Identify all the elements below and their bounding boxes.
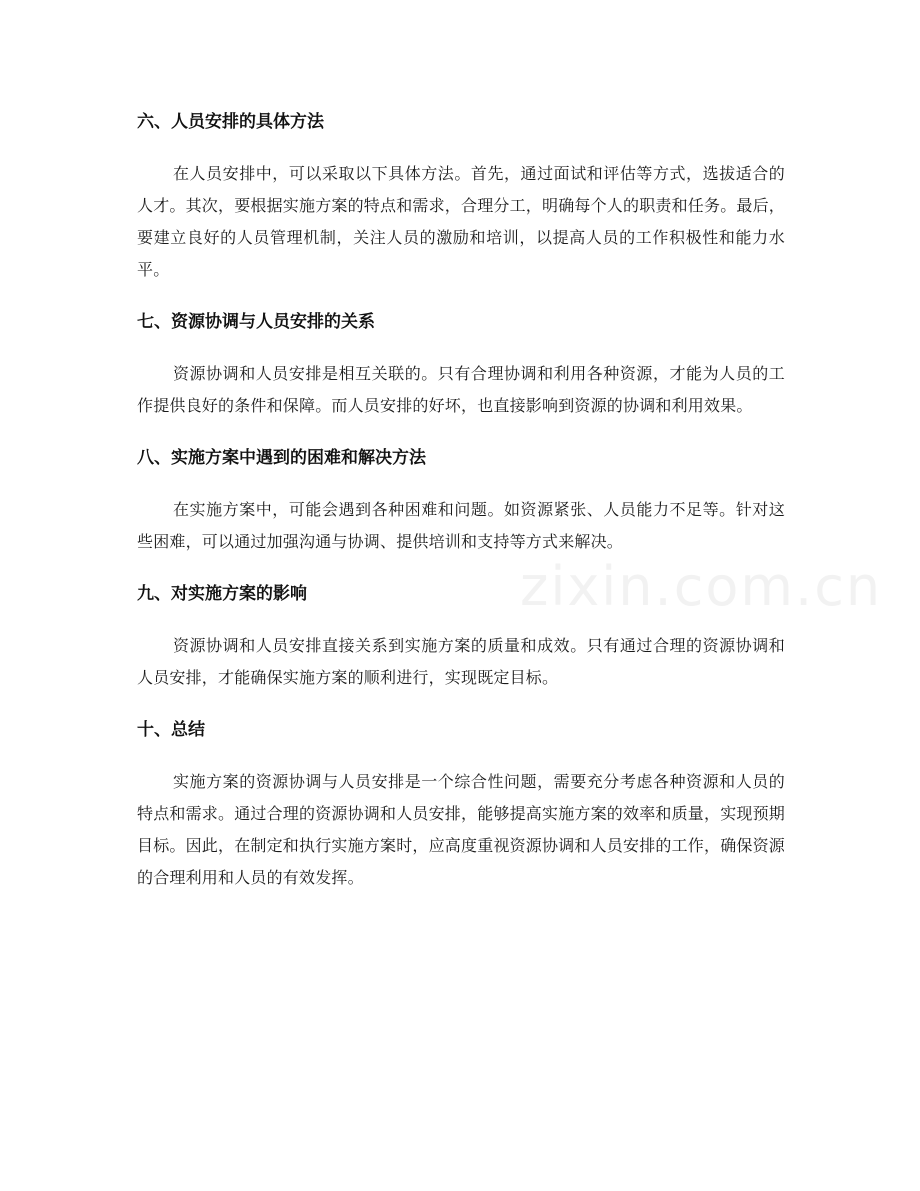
section-paragraph: 在实施方案中，可能会遇到各种困难和问题。如资源紧张、人员能力不足等。针对这些困难，可以通过加强沟通与协调、提供培训和支持等方式来解决。	[137, 500, 785, 551]
section-heading: 六、人员安排的具体方法	[137, 112, 324, 132]
watermark: zixin.com.cn	[520, 555, 883, 618]
section-paragraph: 实施方案的资源协调与人员安排是一个综合性问题，需要充分考虑各种资源和人员的特点和需求。通过合理的资源协调和人员安排，能够提高实施方案的效率和质量，实现预期目标。因此，在制定和执行实施方案时，应高度重视资源协调和人员安排的工作，确保资源的合理利用和人员的有效发挥。	[137, 772, 786, 887]
section-heading: 十、总结	[137, 720, 205, 740]
section-heading: 八、实施方案中遇到的困难和解决方法	[137, 448, 426, 468]
section-paragraph: 资源协调和人员安排是相互关联的。只有合理协调和利用各种资源，才能为人员的工作提供良好的条件和保障。而人员安排的好坏，也直接影响到资源的协调和利用效果。	[137, 364, 785, 415]
section-heading: 九、对实施方案的影响	[137, 584, 307, 604]
section-9	[137, 578, 785, 694]
section-8	[137, 442, 785, 558]
section-paragraph: 资源协调和人员安排直接关系到实施方案的质量和成效。只有通过合理的资源协调和人员安排，才能确保实施方案的顺利进行，实现既定目标。	[137, 636, 785, 687]
section-6	[137, 106, 785, 286]
document-content	[137, 106, 785, 914]
section-7	[137, 306, 785, 422]
section-10	[137, 714, 785, 894]
section-heading: 七、资源协调与人员安排的关系	[137, 312, 375, 332]
section-paragraph: 在人员安排中，可以采取以下具体方法。首先，通过面试和评估等方式，选拔适合的人才。其次，要根据实施方案的特点和需求，合理分工，明确每个人的职责和任务。最后，要建立良好的人员管理机制，关注人员的激励和培训，以提高人员的工作积极性和能力水平。	[137, 164, 786, 279]
